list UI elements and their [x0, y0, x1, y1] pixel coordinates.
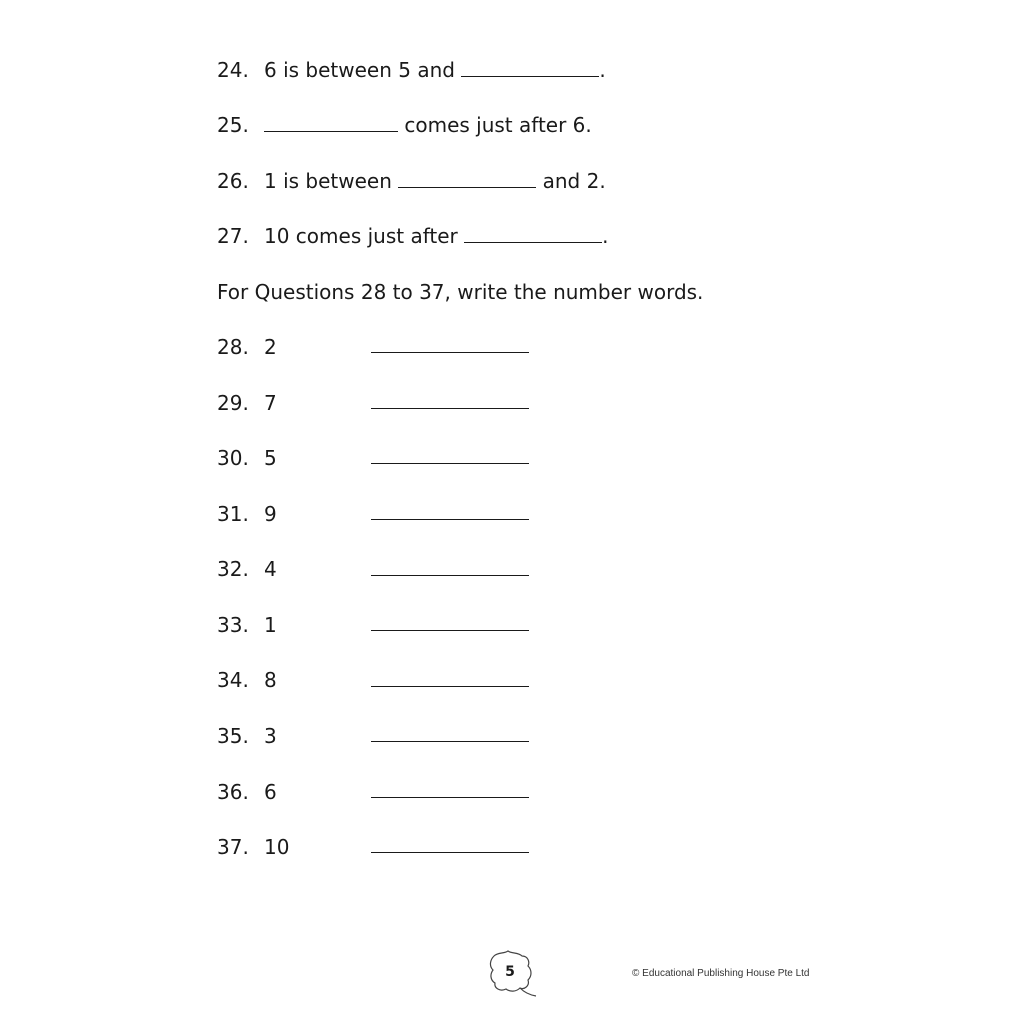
- copyright-notice: © Educational Publishing House Pte Ltd: [632, 968, 810, 979]
- answer-line-30[interactable]: [371, 463, 529, 464]
- answer-line-29[interactable]: [371, 408, 529, 409]
- question-digit: 8: [264, 668, 277, 692]
- answer-line-37[interactable]: [371, 852, 529, 853]
- question-digit: 5: [264, 446, 277, 470]
- question-number: 31.: [217, 502, 249, 526]
- question-digit: 4: [264, 557, 277, 581]
- question-37: [217, 835, 324, 859]
- section-instructions: For Questions 28 to 37, write the number words.: [217, 280, 704, 304]
- answer-line-28[interactable]: [371, 352, 529, 353]
- question-number: 35.: [217, 724, 249, 748]
- answer-line-35[interactable]: [371, 741, 529, 742]
- answer-blank[interactable]: [264, 113, 398, 132]
- question-25: [217, 113, 592, 137]
- question-digit: 2: [264, 335, 277, 359]
- question-28: [217, 335, 324, 359]
- answer-line-32[interactable]: [371, 575, 529, 576]
- question-digit: 1: [264, 613, 277, 637]
- question-number: 26.: [217, 169, 249, 193]
- question-35: [217, 724, 324, 748]
- question-digit: 10: [264, 835, 290, 859]
- answer-blank[interactable]: [461, 58, 599, 77]
- question-29: [217, 391, 324, 415]
- question-31: [217, 502, 324, 526]
- question-24: [217, 58, 606, 82]
- question-text-after: .: [602, 224, 609, 248]
- answer-line-31[interactable]: [371, 519, 529, 520]
- question-30: [217, 446, 324, 470]
- question-digit: 6: [264, 780, 277, 804]
- question-26: [217, 169, 606, 193]
- question-digit: 3: [264, 724, 277, 748]
- question-34: [217, 668, 324, 692]
- question-number: 29.: [217, 391, 249, 415]
- answer-blank[interactable]: [398, 169, 536, 188]
- question-text-after: .: [599, 58, 606, 82]
- question-digit: 9: [264, 502, 277, 526]
- question-text-before: 10 comes just after: [264, 224, 465, 248]
- answer-line-33[interactable]: [371, 630, 529, 631]
- question-number: 34.: [217, 668, 249, 692]
- question-number: 25.: [217, 113, 249, 137]
- question-number: 30.: [217, 446, 249, 470]
- question-36: [217, 780, 324, 804]
- question-number: 33.: [217, 613, 249, 637]
- page-number: 5: [505, 964, 515, 980]
- answer-blank[interactable]: [464, 224, 602, 243]
- question-33: [217, 613, 324, 637]
- question-number: 36.: [217, 780, 249, 804]
- answer-line-34[interactable]: [371, 686, 529, 687]
- question-text-after: and 2.: [536, 169, 606, 193]
- question-number: 24.: [217, 58, 249, 82]
- question-text-before: 6 is between 5 and: [264, 58, 462, 82]
- question-text-after: comes just after 6.: [398, 113, 592, 137]
- question-27: [217, 224, 609, 248]
- question-text-before: 1 is between: [264, 169, 399, 193]
- question-number: 37.: [217, 835, 249, 859]
- answer-line-36[interactable]: [371, 797, 529, 798]
- question-digit: 7: [264, 391, 277, 415]
- question-number: 28.: [217, 335, 249, 359]
- question-32: [217, 557, 324, 581]
- question-number: 32.: [217, 557, 249, 581]
- question-number: 27.: [217, 224, 249, 248]
